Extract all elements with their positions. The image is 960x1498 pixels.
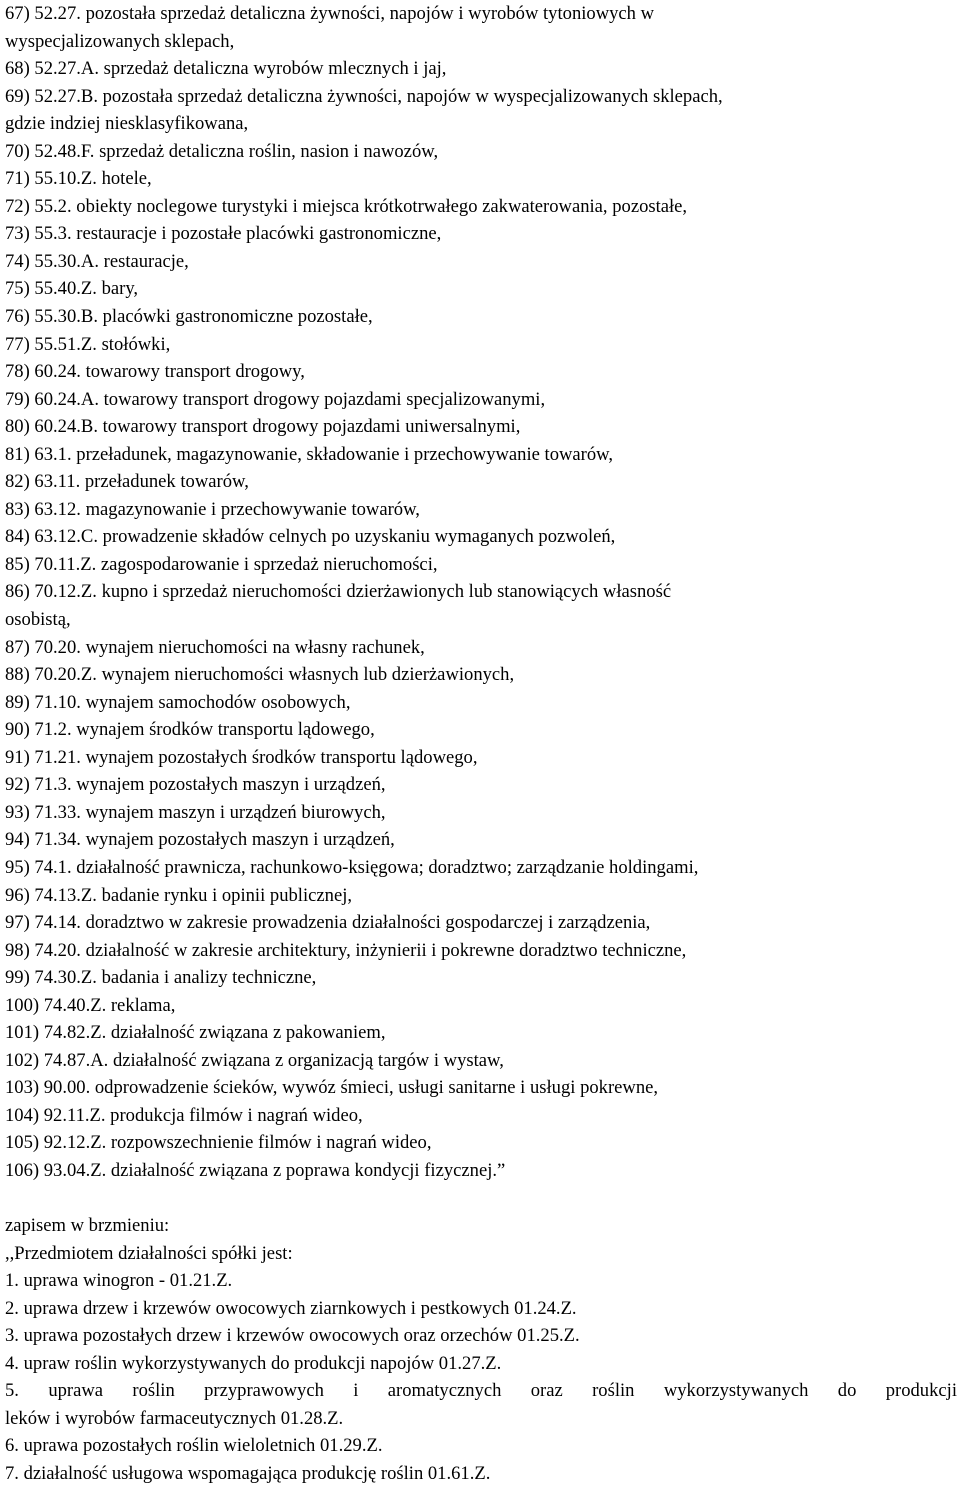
list-item: 98) 74.20. działalność w zakresie architektury, inżynierii i pokrewne doradztwo techniczne, <box>5 939 687 961</box>
list-item: 81) 63.1. przeładunek, magazynowanie, składowanie i przechowywanie towarów, <box>5 443 614 465</box>
list-item: 70) 52.48.F. sprzedaż detaliczna roślin, nasion i nawozów, <box>5 140 439 162</box>
list-item: 89) 71.10. wynajem samochodów osobowych, <box>5 691 351 713</box>
list-item: 88) 70.20.Z. wynajem nieruchomości własnych lub dzierżawionych, <box>5 664 515 686</box>
sub-list-item: 4. upraw roślin wykorzystywanych do produkcji napojów 01.27.Z. <box>5 1352 502 1374</box>
sub-list-item: leków i wyrobów farmaceutycznych 01.28.Z. <box>5 1407 344 1429</box>
list-item: 100) 74.40.Z. reklama, <box>5 994 176 1016</box>
list-item: 68) 52.27.A. sprzedaż detaliczna wyrobów mlecznych i jaj, <box>5 58 447 80</box>
intro-text: zapisem w brzmieniu: <box>5 1215 170 1237</box>
list-item: 90) 71.2. wynajem środków transportu lądowego, <box>5 719 375 741</box>
list-item: 97) 74.14. doradztwo w zakresie prowadzenia działalności gospodarczej i zarządzenia, <box>5 912 651 934</box>
list-item: 92) 71.3. wynajem pozostałych maszyn i urządzeń, <box>5 774 386 796</box>
quote-open-text: ,,Przedmiotem działalności spółki jest: <box>5 1242 293 1264</box>
list-item: osobistą, <box>5 609 71 631</box>
sub-list-item: 7. działalność usługowa wspomagająca produkcję roślin 01.61.Z. <box>5 1462 491 1484</box>
list-item: 86) 70.12.Z. kupno i sprzedaż nieruchomości dzierżawionych lub stanowiących własność <box>5 581 672 603</box>
list-item: 91) 71.21. wynajem pozostałych środków transportu lądowego, <box>5 746 478 768</box>
list-item: 104) 92.11.Z. produkcja filmów i nagrań wideo, <box>5 1104 363 1126</box>
list-item: 77) 55.51.Z. stołówki, <box>5 333 171 355</box>
list-item: 93) 71.33. wynajem maszyn i urządzeń biurowych, <box>5 801 386 823</box>
list-item: 99) 74.30.Z. badania i analizy techniczne, <box>5 967 317 989</box>
sub-list-item: 2. uprawa drzew i krzewów owocowych ziarnkowych i pestkowych 01.24.Z. <box>5 1297 577 1319</box>
list-item: 73) 55.3. restauracje i pozostałe placówki gastronomiczne, <box>5 223 442 245</box>
list-item: gdzie indziej niesklasyfikowana, <box>5 113 249 135</box>
spacer <box>5 1185 957 1213</box>
list-item: 105) 92.12.Z. rozpowszechnienie filmów i nagrań wideo, <box>5 1132 432 1154</box>
list-item: 76) 55.30.B. placówki gastronomiczne pozostałe, <box>5 306 373 328</box>
sub-list-item: 1. uprawa winogron - 01.21.Z. <box>5 1270 233 1292</box>
list-item: 72) 55.2. obiekty noclegowe turystyki i miejsca krótkotrwałego zakwaterowania, pozostałe, <box>5 195 688 217</box>
list-item: 85) 70.11.Z. zagospodarowanie i sprzedaż nieruchomości, <box>5 553 438 575</box>
list-item: 75) 55.40.Z. bary, <box>5 278 139 300</box>
sub-list-item: 6. uprawa pozostałych roślin wieloletnich 01.29.Z. <box>5 1435 383 1457</box>
new-activity-list <box>5 1267 957 1487</box>
list-item: 103) 90.00. odprowadzenie ścieków, wywóz śmieci, usługi sanitarne i usługi pokrewne, <box>5 1077 659 1099</box>
sub-list-item: 3. uprawa pozostałych drzew i krzewów owocowych oraz orzechów 01.25.Z. <box>5 1325 580 1347</box>
list-item: 102) 74.87.A. działalność związana z organizacją targów i wystaw, <box>5 1049 504 1071</box>
list-item: 94) 71.34. wynajem pozostałych maszyn i urządzeń, <box>5 829 395 851</box>
list-item: 83) 63.12. magazynowanie i przechowywanie towarów, <box>5 498 420 520</box>
list-item: 74) 55.30.A. restauracje, <box>5 250 189 272</box>
list-item: 84) 63.12.C. prowadzenie składów celnych po uzyskaniu wymaganych pozwoleń, <box>5 526 616 548</box>
list-item: 101) 74.82.Z. działalność związana z pakowaniem, <box>5 1022 386 1044</box>
list-item: wyspecjalizowanych sklepach, <box>5 30 235 52</box>
sub-list-item: 5. uprawa roślin przyprawowych i aromatycznych oraz roślin wykorzystywanych do produkcji <box>5 1380 957 1402</box>
list-item: 96) 74.13.Z. badanie rynku i opinii publicznej, <box>5 884 353 906</box>
list-item: 69) 52.27.B. pozostała sprzedaż detaliczna żywności, napojów w wyspecjalizowanych sklepach, <box>5 85 723 107</box>
document-page <box>5 0 957 1488</box>
list-item: 79) 60.24.A. towarowy transport drogowy pojazdami specjalizowanymi, <box>5 388 546 410</box>
list-item: 82) 63.11. przeładunek towarów, <box>5 471 249 493</box>
list-item: 78) 60.24. towarowy transport drogowy, <box>5 361 305 383</box>
list-item: 67) 52.27. pozostała sprzedaż detaliczna żywności, napojów i wyrobów tytoniowych w <box>5 3 655 24</box>
activity-list <box>5 0 957 1185</box>
list-item: 106) 93.04.Z. działalność związana z poprawa kondycji fizycznej.” <box>5 1159 506 1181</box>
list-item: 95) 74.1. działalność prawnicza, rachunkowo-księgowa; doradztwo; zarządzanie holdingami, <box>5 856 699 878</box>
list-item: 87) 70.20. wynajem nieruchomości na własny rachunek, <box>5 636 425 658</box>
list-item: 71) 55.10.Z. hotele, <box>5 168 152 190</box>
list-item: 80) 60.24.B. towarowy transport drogowy pojazdami uniwersalnymi, <box>5 416 521 438</box>
